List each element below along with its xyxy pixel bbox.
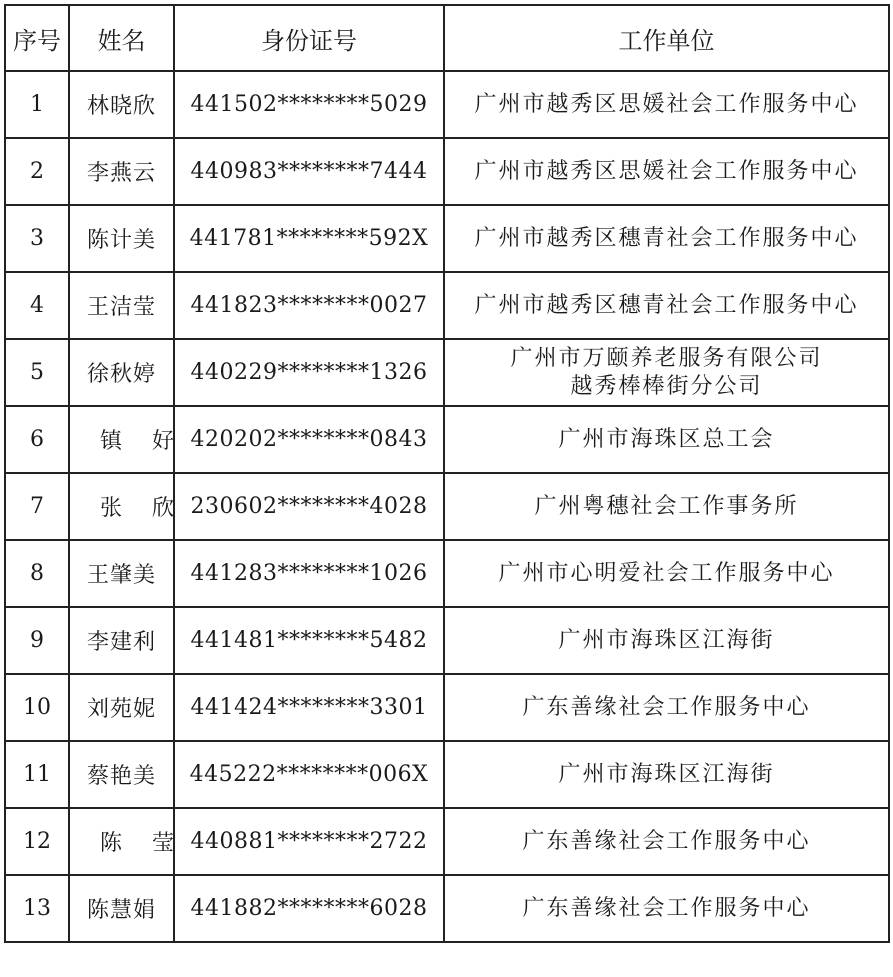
cell-org: 广州市海珠区江海街 [444,741,889,808]
cell-id: 230602********4028 [174,473,444,540]
cell-org: 广州市越秀区穗青社会工作服务中心 [444,205,889,272]
table-row [5,339,889,406]
cell-id: 441882********6028 [174,875,444,942]
cell-no: 1 [5,71,69,138]
cell-no: 12 [5,808,69,875]
org-line-2: 越秀棒棒街分公司 [570,373,763,399]
header-org: 工作单位 [444,5,889,71]
cell-no: 6 [5,406,69,473]
cell-id: 441823********0027 [174,272,444,339]
cell-org: 广州市越秀区穗青社会工作服务中心 [444,272,889,339]
cell-name: 镇好 [69,406,174,473]
cell-no: 11 [5,741,69,808]
cell-no: 4 [5,272,69,339]
cell-no: 3 [5,205,69,272]
cell-name: 陈计美 [69,205,174,272]
cell-name: 李燕云 [69,138,174,205]
cell-id: 441283********1026 [174,540,444,607]
cell-org: 广州市越秀区思媛社会工作服务中心 [444,138,889,205]
cell-id: 440983********7444 [174,138,444,205]
cell-org: 广州市心明爱社会工作服务中心 [444,540,889,607]
table-row [5,674,889,741]
cell-org: 广东善缘社会工作服务中心 [444,808,889,875]
cell-name: 刘苑妮 [69,674,174,741]
cell-name: 林晓欣 [69,71,174,138]
personnel-table [4,4,890,943]
header-name: 姓名 [69,5,174,71]
cell-id: 445222********006X [174,741,444,808]
cell-org: 广东善缘社会工作服务中心 [444,674,889,741]
cell-no: 9 [5,607,69,674]
cell-id: 440229********1326 [174,339,444,406]
cell-name: 陈慧娟 [69,875,174,942]
cell-no: 2 [5,138,69,205]
cell-name: 徐秋婷 [69,339,174,406]
cell-no: 5 [5,339,69,406]
table-row [5,540,889,607]
table-row [5,71,889,138]
cell-name: 陈莹 [69,808,174,875]
cell-name: 蔡艳美 [69,741,174,808]
table-row [5,406,889,473]
cell-org: 广州市越秀区思媛社会工作服务中心 [444,71,889,138]
table-row [5,808,889,875]
cell-name: 王洁莹 [69,272,174,339]
header-row [5,5,889,71]
table-row [5,607,889,674]
header-id: 身份证号 [174,5,444,71]
table-row [5,205,889,272]
cell-no: 7 [5,473,69,540]
cell-id: 440881********2722 [174,808,444,875]
org-line-1: 广州市万颐养老服务有限公司 [510,345,823,371]
table-row [5,473,889,540]
cell-org: 广州粤穗社会工作事务所 [444,473,889,540]
table-row [5,741,889,808]
cell-no: 13 [5,875,69,942]
cell-name: 王肇美 [69,540,174,607]
cell-org: 广东善缘社会工作服务中心 [444,875,889,942]
cell-id: 420202********0843 [174,406,444,473]
cell-name: 张欣 [69,473,174,540]
cell-no: 8 [5,540,69,607]
cell-id: 441481********5482 [174,607,444,674]
cell-id: 441424********3301 [174,674,444,741]
cell-org: 广州市海珠区总工会 [444,406,889,473]
header-no: 序号 [5,5,69,71]
cell-name: 李建利 [69,607,174,674]
table-row [5,272,889,339]
cell-org [444,339,889,406]
cell-no: 10 [5,674,69,741]
cell-id: 441781********592X [174,205,444,272]
table-row [5,138,889,205]
cell-id: 441502********5029 [174,71,444,138]
table-row [5,875,889,942]
cell-org: 广州市海珠区江海街 [444,607,889,674]
